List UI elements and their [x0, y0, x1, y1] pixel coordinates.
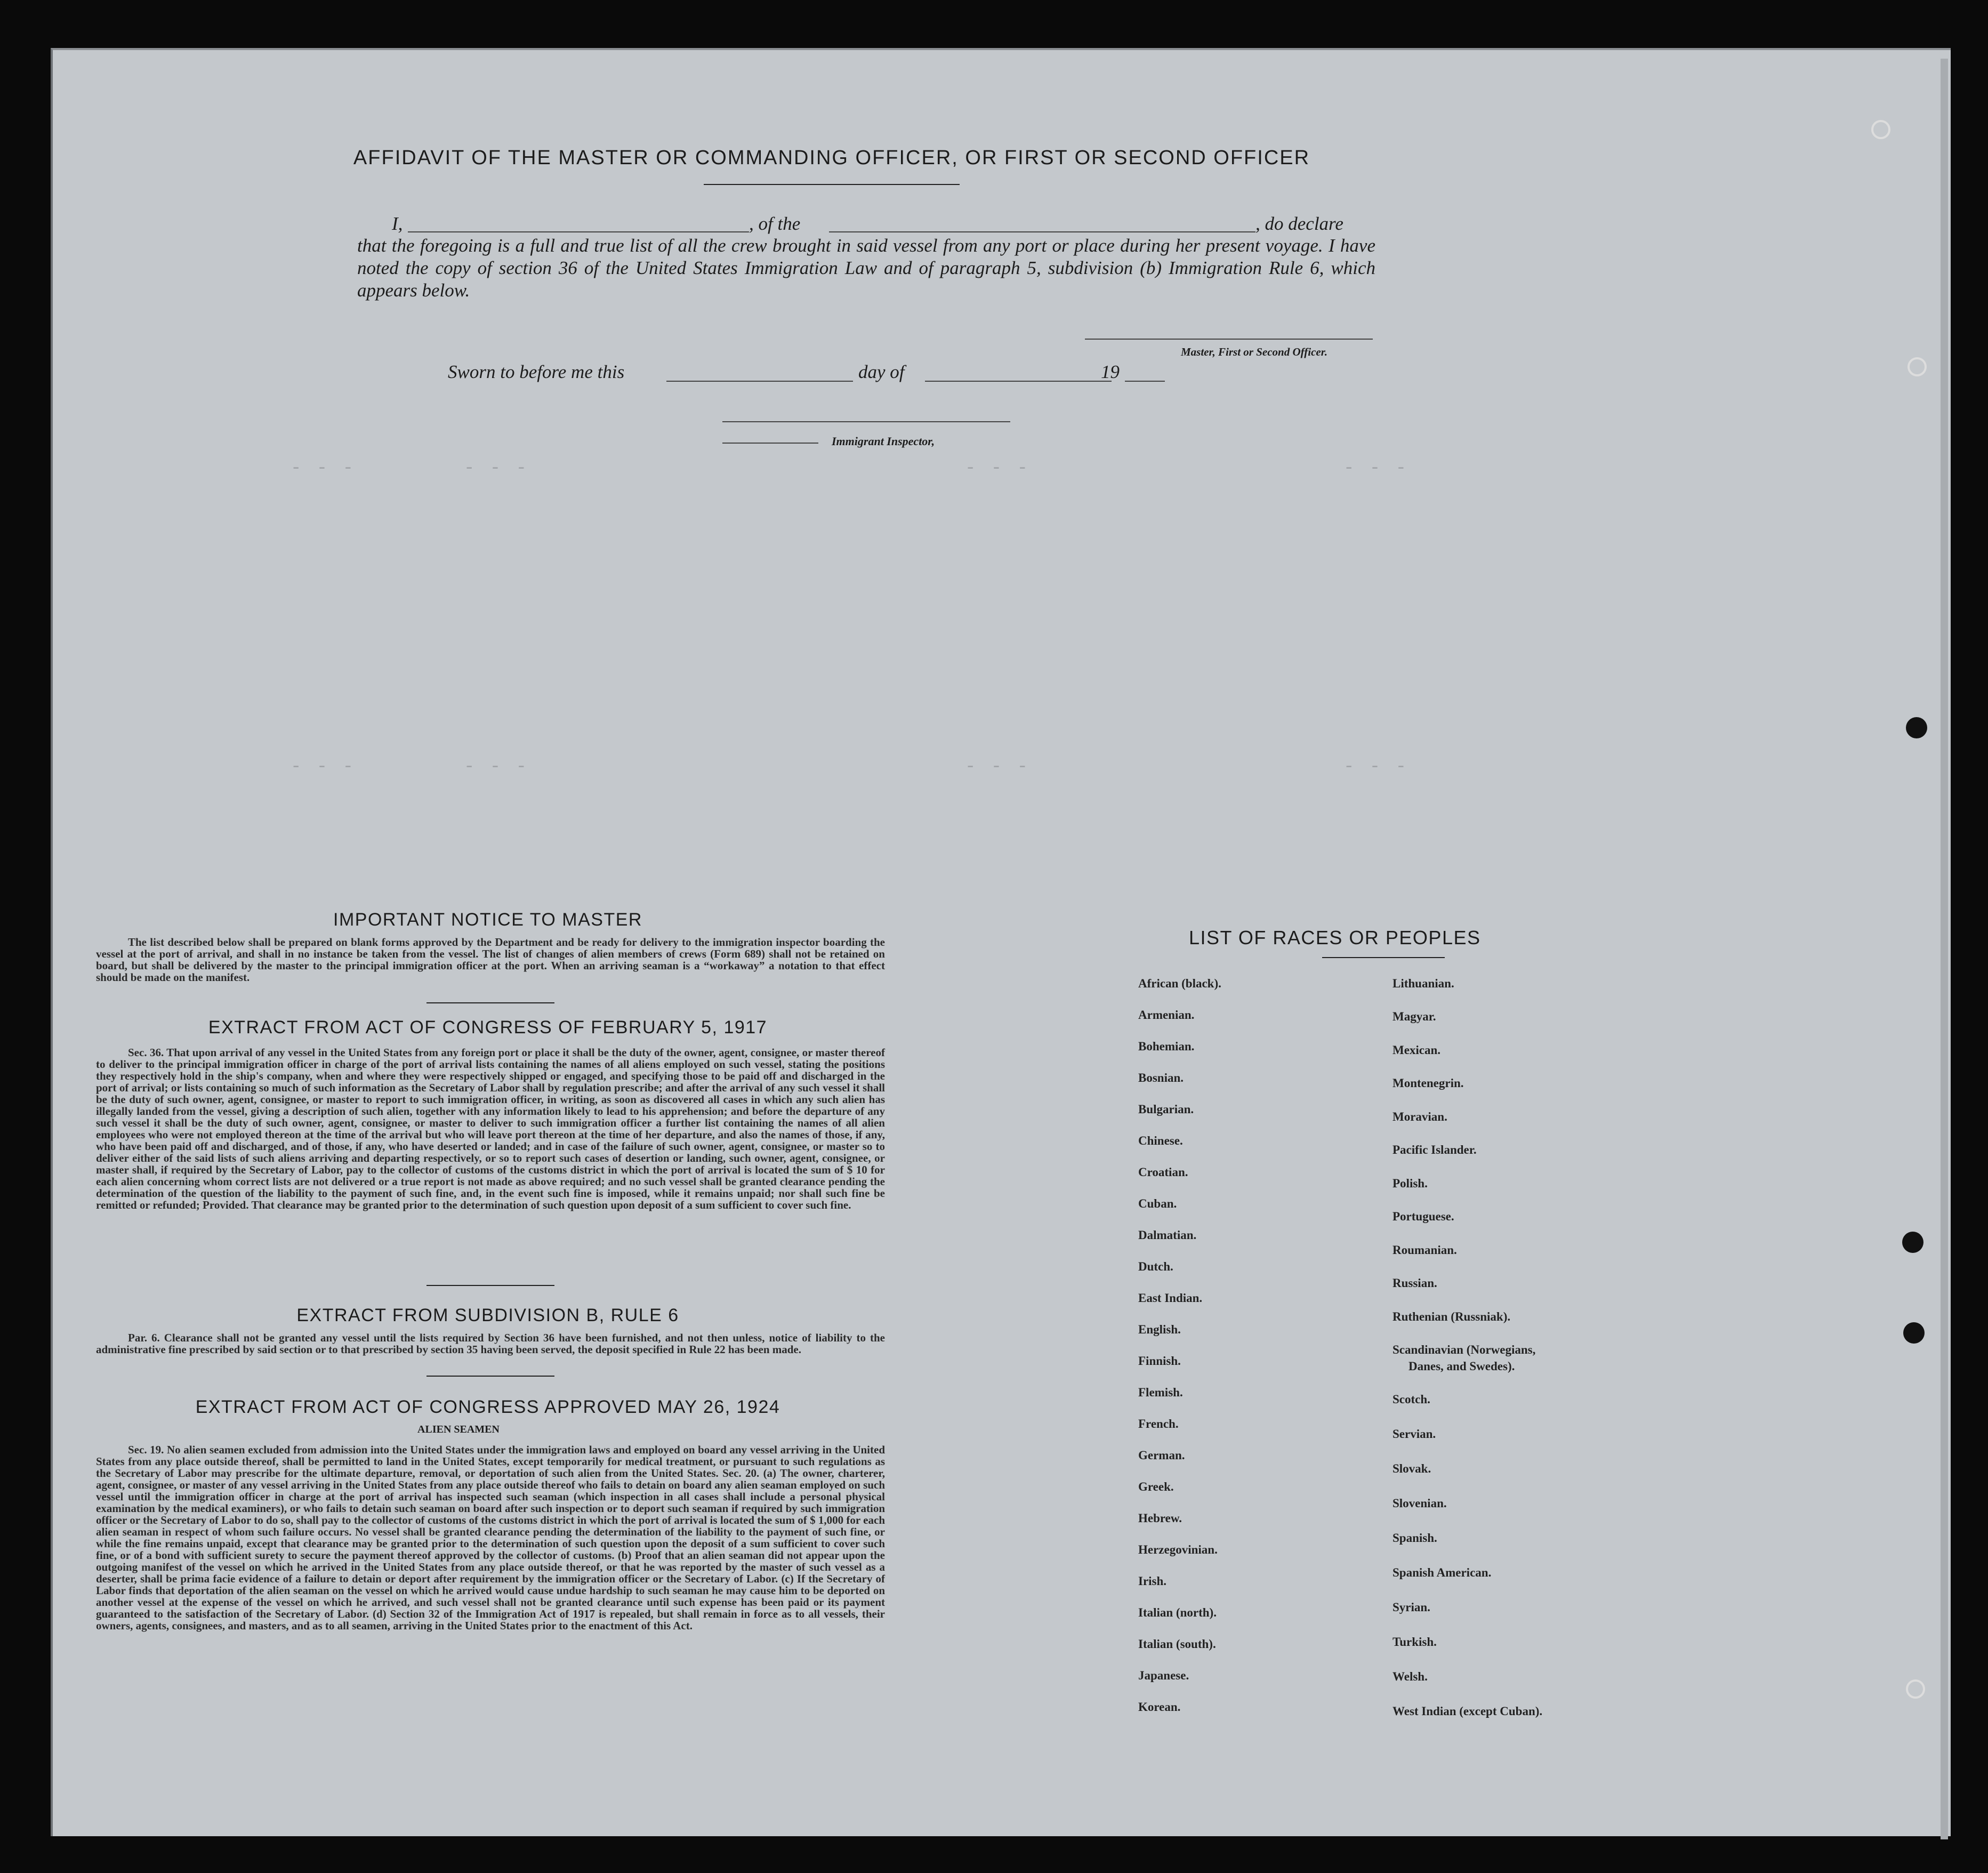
extract-1924-text: Sec. 19. No alien seamen excluded from admission into the United States under the immigration laws and employed on board any vessel arriving in the United States from any place outside thereof, shall be permitted to land in the United States, except temporarily for medical treatment, or pursuant to such regulations as the Secretary of Labor may prescribe for the ultimate departure, removal, or deportation of such alien from the United States. Sec. 20. (a) The owner, charterer, agent, consignee, or master of any vessel arriving in the United States from any place outside thereof who fails to detain on board any alien seaman employed on such vessel until the immigration officer in charge at the port of arrival has inspected such seaman (which inspection in all cases shall include a personal physical examination by the medical examiners), or who fails to detain such seaman on board after such inspection or to deport such seaman if required by such immigration officer or the Secretary of Labor to do so, shall pay to the collector of customs of the customs district in which the port of arrival is located the sum of $ 1,000 for each alien seaman in respect of whom such failure occurs. No vessel shall be granted clearance pending the determination of the liability to the payment of such fine, or while the fine remains unpaid, except that clearance may be granted prior to the determination of such question upon the deposit of a sum sufficient to cover such fine, or of a bond with sufficient surety to secure the payment thereof approved by the collector of customs. (b) Proof that an alien seaman did not appear upon the outgoing manifest of the vessel on which he arrived in the United States from any place outside thereof, or that he was reported by the master of such vessel as a deserter, shall be prima facie evidence of a failure to detain or deport after requirement by the immigration officer or the Secretary of Labor. (c) If the Secretary of Labor finds that deportation of the alien seaman on the vessel on which he arrived would cause undue hardship to such seaman he may cause him to be deported on another vessel at the expense of the vessel on which he arrived, and such vessel shall not be granted clearance until such expense has been paid or its payment guaranteed to the satisfaction of the Secretary of Labor. (d) Section 32 of the Immigration Act of 1917 is repealed, but shall remain in force as to all vessels, their owners, agents, consignees, and masters, and as to all seamen, arriving in the United States prior to the enactment of this Act. [96, 1443, 885, 1632]
i-label: I, [392, 213, 403, 234]
race-item: Magyar. [1393, 1010, 1436, 1023]
ghost-mark: - - - [464, 757, 529, 777]
master-signature-line[interactable] [1085, 339, 1373, 340]
race-item: Mexican. [1393, 1043, 1441, 1057]
race-item: Bosnian. [1138, 1071, 1184, 1084]
rule6-text: Par. 6. Clearance shall not be granted any vessel until the lists required by Section 36 have been furnished, and not then unless, notice of liability to the administrative fine prescribed by said section or to that prescribed by section 35 having been served, the deposit specified in Rule 22 has been made. [96, 1331, 885, 1356]
race-item: Finnish. [1138, 1354, 1181, 1368]
punch-hole [1907, 357, 1927, 376]
race-item: Danes, and Swedes). [1408, 1360, 1515, 1373]
punch-hole [1871, 120, 1890, 139]
race-item: Spanish American. [1393, 1566, 1492, 1579]
race-item: Russian. [1393, 1276, 1437, 1290]
vessel-field[interactable] [829, 231, 1255, 232]
punch-hole [1906, 1679, 1925, 1699]
race-item: Croatian. [1138, 1165, 1188, 1179]
ghost-mark: - - - [965, 459, 1031, 479]
races-title: LIST OF RACES OR PEOPLES [1189, 927, 1481, 948]
race-item: Slovenian. [1393, 1497, 1447, 1510]
affidavit-title: AFFIDAVIT OF THE MASTER OR COMMANDING OFFICER, OR FIRST OR SECOND OFFICER [353, 147, 1310, 169]
race-item: West Indian (except Cuban). [1393, 1705, 1543, 1718]
race-item: German. [1138, 1449, 1185, 1462]
race-item: Korean. [1138, 1700, 1181, 1714]
race-item: Slovak. [1393, 1462, 1431, 1475]
race-item: Japanese. [1138, 1669, 1189, 1682]
ghost-mark: - - - [464, 459, 529, 479]
extract-1917-text: Sec. 36. That upon arrival of any vessel in the United States from any foreign port or place it shall be the duty of the owner, agent, consignee, or master thereof to deliver to the principal immigration officer in charge of the port of arrival lists containing the names of all aliens employed on such vessel, stating the positions they respectively hold in the ship's company, when and where they were respectively shipped or engaged, and specifying those to be paid off and discharged in the port of arrival; or lists containing so much of such information as the Secretary of Labor shall by regulation prescribe; and after the arrival of any such vessel it shall be the duty of such owner, agent, consignee, or master to report to such immigration officer, in writing, as soon as discovered all cases in which any such alien has illegally landed from the vessel, giving a description of such alien, together with any information likely to lead to his apprehension; and before the departure of any such vessel it shall be the duty of such owner, agent, consignee, or master to deliver to such immigration officer a further list containing the names of all alien employees who were not employed thereon at the time of the arrival but who will leave port thereon at the time of her departure, and also the names of those, if any, who have been paid off and discharged, and of those, if any, who have deserted or landed; and in case of the failure of such owner, agent, consignee, or master so to deliver either of the said lists of such aliens arriving and departing respectively, or so to report such cases of desertion or landing, such owner, agent, consignee, or master shall, if required by the Secretary of Labor, pay to the collector of customs of the customs district in which the port of arrival is located the sum of $ 10 for each alien concerning whom correct lists are not delivered or a true report is not made as above required; and no such vessel shall be granted clearance pending the determination of the question of the liability to the payment of such fine, and, in the event such fine is imposed, while it remains unpaid; nor shall such fine be remitted or refunded; Provided. That clearance may be granted prior to the determination of such question upon deposit of a sum sufficient to cover such fine. [96, 1046, 885, 1211]
punch-hole [1906, 717, 1927, 738]
race-item: Chinese. [1138, 1134, 1183, 1147]
race-item: East Indian. [1138, 1291, 1203, 1305]
notice-text: The list described below shall be prepared on blank forms approved by the Department and be ready for delivery to the immigration inspector boarding the vessel at the port of arrival, and shall in no instance be taken from the vessel. The list of changes of alien members of crews (Form 689) shall not be retained on board, but shall be delivered by the master to the principal immigration officer at the port. When an arriving seaman is a “workaway” a notation to that effect should be made on the manifest. [96, 936, 885, 984]
race-item: English. [1138, 1323, 1181, 1336]
race-item: Greek. [1138, 1480, 1174, 1493]
race-item: Spanish. [1393, 1531, 1437, 1545]
declaration-body: that the foregoing is a full and true list of all the crew brought in said vessel from any port or place during her present voyage. I have noted the copy of section 36 of the United States Immigration Law and of paragraph 5, subdivision (b) Immigration Rule 6, which appears below. [357, 235, 1375, 301]
ghost-mark: - - - [291, 757, 356, 777]
race-item: Turkish. [1393, 1635, 1437, 1649]
rule6-title: EXTRACT FROM SUBDIVISION B, RULE 6 [296, 1305, 679, 1325]
year-prefix: 19 [1101, 361, 1120, 382]
of-the-label: , of the [749, 213, 801, 234]
extract-1924-title: EXTRACT FROM ACT OF CONGRESS APPROVED MAY 26, 1924 [195, 1397, 780, 1417]
day-of-label: day of [858, 361, 905, 382]
race-item: Irish. [1138, 1574, 1167, 1588]
race-item: Pacific Islander. [1393, 1143, 1477, 1156]
race-item: Dutch. [1138, 1260, 1173, 1273]
race-item: Dalmatian. [1138, 1228, 1197, 1242]
punch-hole [1903, 1322, 1925, 1344]
race-item: Italian (north). [1138, 1606, 1217, 1619]
name-field[interactable] [408, 231, 749, 232]
race-item: French. [1138, 1417, 1179, 1430]
race-item: Portuguese. [1393, 1210, 1454, 1223]
notice-divider [426, 1002, 554, 1003]
race-item: Servian. [1393, 1427, 1436, 1441]
race-item: Lithuanian. [1393, 977, 1454, 990]
punch-hole [1902, 1232, 1923, 1253]
race-item: Welsh. [1393, 1670, 1428, 1683]
sworn-year-field[interactable] [1125, 381, 1165, 382]
race-item: Ruthenian (Russniak). [1393, 1310, 1511, 1323]
sworn-month-field[interactable] [925, 381, 1112, 382]
race-item: Armenian. [1138, 1008, 1195, 1022]
ghost-mark: - - - [965, 757, 1031, 777]
title-divider [704, 184, 960, 185]
inspector-caption: Immigrant Inspector, [832, 435, 935, 448]
race-item: Syrian. [1393, 1601, 1430, 1614]
extract-1917-divider [426, 1285, 554, 1286]
race-item: Montenegrin. [1393, 1076, 1464, 1090]
races-divider [1322, 957, 1445, 958]
race-item: Hebrew. [1138, 1512, 1182, 1525]
extract-1917-title: EXTRACT FROM ACT OF CONGRESS OF FEBRUARY 5, 1917 [208, 1017, 768, 1038]
race-item: Bohemian. [1138, 1040, 1195, 1053]
race-item: African (black). [1138, 977, 1221, 990]
race-item: Polish. [1393, 1177, 1428, 1190]
race-item: Scotch. [1393, 1393, 1430, 1406]
race-item: Flemish. [1138, 1386, 1183, 1399]
race-item: Cuban. [1138, 1197, 1177, 1210]
sworn-label: Sworn to before me this [448, 361, 625, 382]
inspector-short-line [722, 443, 818, 444]
ghost-mark: - - - [1343, 757, 1409, 777]
inspector-signature-line[interactable] [722, 421, 1010, 422]
alien-seamen-subtitle: ALIEN SEAMEN [417, 1424, 500, 1435]
ghost-mark: - - - [1343, 459, 1409, 479]
master-caption: Master, First or Second Officer. [1181, 345, 1327, 358]
race-item: Roumanian. [1393, 1243, 1457, 1257]
race-item: Scandinavian (Norwegians, [1393, 1343, 1536, 1356]
rule6-divider [426, 1376, 554, 1377]
ghost-mark: - - - [291, 459, 356, 479]
race-item: Bulgarian. [1138, 1103, 1194, 1116]
sheet-edge [1941, 59, 1948, 1839]
sworn-day-field[interactable] [666, 381, 853, 382]
do-declare-label: , do declare [1255, 213, 1343, 234]
race-item: Moravian. [1393, 1110, 1447, 1123]
race-item: Herzegovinian. [1138, 1543, 1218, 1556]
race-item: Italian (south). [1138, 1637, 1216, 1651]
notice-title: IMPORTANT NOTICE TO MASTER [333, 910, 642, 930]
